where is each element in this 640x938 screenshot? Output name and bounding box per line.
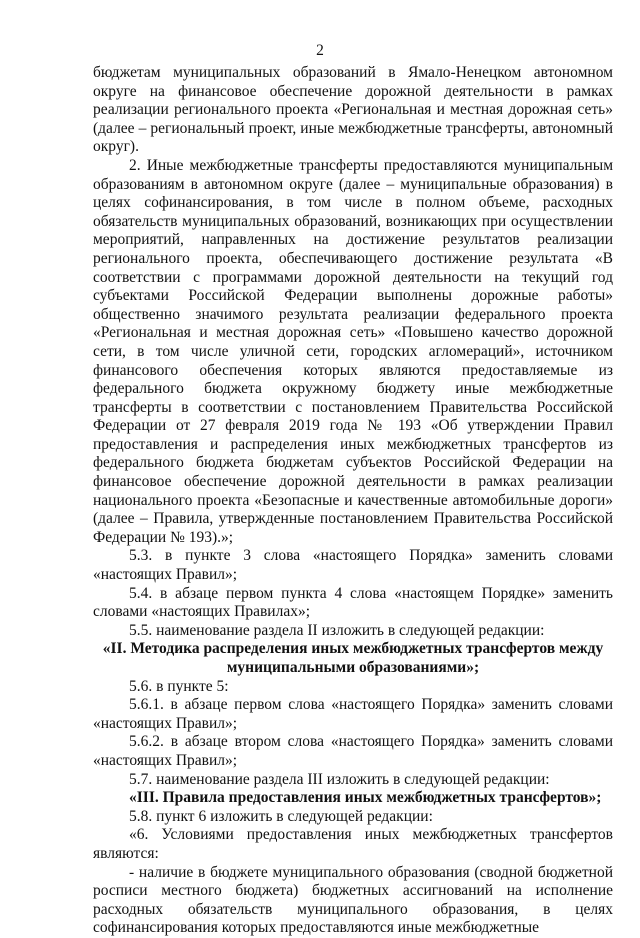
paragraph-continuation: бюджетам муниципальных образований в Ямало-Ненецком автономном округе на финансовое обеспечение дорожной деятельности в рамках реализации регионального проекта «Региональная и местная дорожная сеть» (далее – региональный проект, иные межбюджетные трансферты, автономный округ). [93, 64, 613, 156]
paragraph-item-5-6-2: 5.6.2. в абзаце втором слова «настоящего Порядка» заменить словами «настоящих Правил»; [93, 733, 613, 769]
document-body [93, 64, 613, 938]
section-heading-iii: «III. Правила предоставления иных межбюджетных трансфертов»; [129, 789, 602, 807]
paragraph-item-5-6-1: 5.6.1. в абзаце первом слова «настоящего Порядка» заменить словами «настоящих Правил»; [93, 696, 613, 732]
paragraph-item-5-7: 5.7. наименование раздела III изложить в следующей редакции: [129, 770, 550, 788]
paragraph-item-2: 2. Иные межбюджетные трансферты предоставляются муниципальным образованиям в автономном округе (далее – муниципальные образования) в целях софинансирования, в том числе в полном объеме, расходных обязательств муниципальных образований, возникающих при осуществлении мероприятий, направленных на достижение результатов реализации регионального проекта, обеспечивающего достижение результата «В соответствии с программами дорожной деятельности на текущий год субъектами Российской Федерации выполнены дорожные работы» общественно значимого результата реализации федерального проекта «Региональная и местная дорожная сеть» «Повышено качество дорожной сети, в том числе уличной сети, городских агломераций», источником финансового обеспечения которых являются предоставляемые из федерального бюджета окружному бюджету иные межбюджетные трансферты в соответствии с постановлением Правительства Российской Федерации от 27 февраля 2019 года № 193 «Об утверждении Правил предоставления и распределения иных межбюджетных трансфертов из федерального бюджета бюджетам субъектов Российской Федерации на финансовое обеспечение дорожной деятельности в рамках реализации национального проекта «Безопасные и качественные автомобильные дороги» (далее – Правила, утвержденные постановлением Правительства Российской Федерации № 193).»; [93, 156, 613, 546]
page-number: 2 [316, 42, 324, 59]
paragraph-item-6: «6. Условиями предоставления иных межбюджетных трансфертов являются: [93, 826, 613, 862]
section-heading-ii: «II. Методика распределения иных межбюджетных трансфертов между муниципальными образованиями»; [102, 640, 604, 676]
paragraph-item-5-8: 5.8. пункт 6 изложить в следующей редакции: [129, 807, 433, 825]
paragraph-item-5-3: 5.3. в пункте 3 слова «настоящего Порядка» заменить словами «настоящих Правил»; [93, 547, 613, 584]
paragraph-item-5-4: 5.4. в абзаце первом пункта 4 слова «настоящем Порядке» заменить словами «настоящих Правилах»; [93, 584, 613, 621]
paragraph-condition: - наличие в бюджете муниципального образования (сводной бюджетной росписи местного бюджета) бюджетных ассигнований на исполнение расходных обязательств муниципального образования, в целях софинансирования которых предоставляются иные межбюджетные [93, 863, 613, 937]
paragraph-item-5-5: 5.5. наименование раздела II изложить в следующей редакции: [129, 621, 545, 639]
paragraph-item-5-6: 5.6. в пункте 5: [129, 677, 229, 695]
